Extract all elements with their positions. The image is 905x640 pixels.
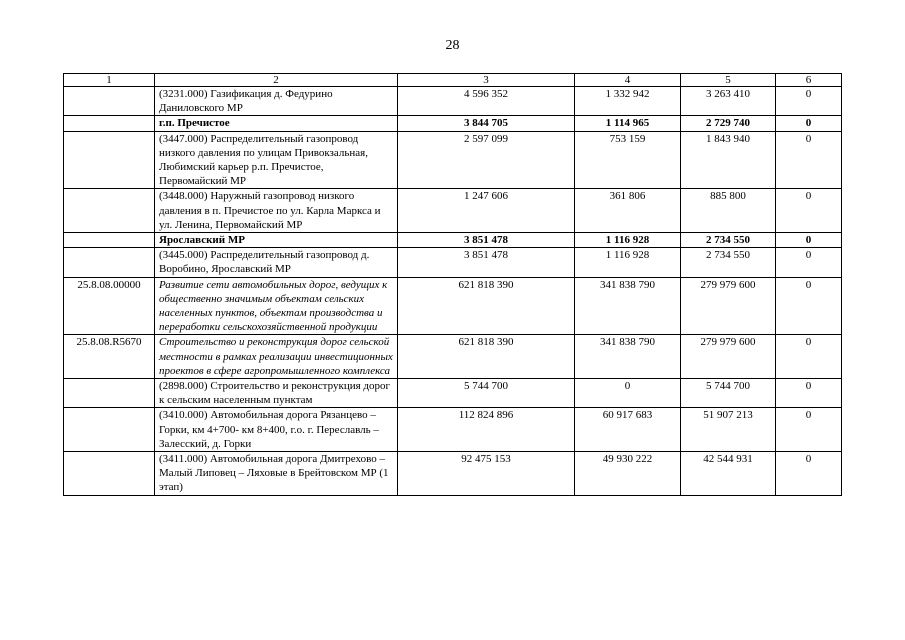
column-header: 6 [776, 74, 842, 87]
amount-cell: 1 116 928 [575, 248, 681, 277]
column-header: 5 [681, 74, 776, 87]
total-cell: 4 596 352 [398, 87, 575, 116]
total-cell: 92 475 153 [398, 452, 575, 496]
amount-cell: 0 [776, 233, 842, 248]
code-cell [64, 379, 155, 408]
amount-cell: 51 907 213 [681, 408, 776, 452]
code-cell [64, 189, 155, 233]
table-row [64, 248, 842, 277]
name-cell: (3410.000) Автомобильная дорога Рязанцево – Горки, км 4+700- км 8+400, г.о. г. Переславль – Залесский, д. Горки [155, 408, 398, 452]
code-cell [64, 233, 155, 248]
amount-cell: 1 114 965 [575, 116, 681, 131]
amount-cell: 1 843 940 [681, 131, 776, 189]
code-cell [64, 408, 155, 452]
amount-cell: 0 [776, 131, 842, 189]
amount-cell: 0 [776, 189, 842, 233]
amount-cell: 60 917 683 [575, 408, 681, 452]
amount-cell: 1 332 942 [575, 87, 681, 116]
amount-cell: 1 116 928 [575, 233, 681, 248]
amount-cell: 2 734 550 [681, 233, 776, 248]
amount-cell: 279 979 600 [681, 335, 776, 379]
amount-cell: 49 930 222 [575, 452, 681, 496]
column-header: 1 [64, 74, 155, 87]
code-cell [64, 452, 155, 496]
total-cell: 112 824 896 [398, 408, 575, 452]
name-cell: (3445.000) Распределительный газопровод д. Воробино, Ярославский МР [155, 248, 398, 277]
name-cell: Развитие сети автомобильных дорог, ведущих к общественно значимым объектам сельских населенных пунктов, объектам производства и переработки сельскохозяйственной продукции [155, 277, 398, 335]
amount-cell: 5 744 700 [681, 379, 776, 408]
column-number-row [64, 74, 842, 87]
code-cell: 25.8.08.R5670 [64, 335, 155, 379]
page-number: 28 [445, 38, 460, 53]
total-cell: 3 851 478 [398, 248, 575, 277]
total-cell: 621 818 390 [398, 335, 575, 379]
amount-cell: 2 729 740 [681, 116, 776, 131]
amount-cell: 279 979 600 [681, 277, 776, 335]
amount-cell: 0 [776, 408, 842, 452]
amount-cell: 2 734 550 [681, 248, 776, 277]
name-cell: Строительство и реконструкция дорог сельской местности в рамках реализации инвестиционных проектов в сфере агропромышленного комплекса [155, 335, 398, 379]
code-cell [64, 248, 155, 277]
table-row [64, 408, 842, 452]
amount-cell: 0 [776, 248, 842, 277]
name-cell: (3448.000) Наружный газопровод низкого давления в п. Пречистое по ул. Карла Маркса и ул. Ленина, Первомайский МР [155, 189, 398, 233]
amount-cell: 361 806 [575, 189, 681, 233]
amount-cell: 0 [575, 379, 681, 408]
table-row [64, 87, 842, 116]
column-header: 3 [398, 74, 575, 87]
table-row [64, 277, 842, 335]
amount-cell: 885 800 [681, 189, 776, 233]
code-cell: 25.8.08.00000 [64, 277, 155, 335]
name-cell: (3231.000) Газификация д. Федурино Даниловского МР [155, 87, 398, 116]
column-header: 2 [155, 74, 398, 87]
table-row [64, 379, 842, 408]
amount-cell: 3 263 410 [681, 87, 776, 116]
name-cell: (3411.000) Автомобильная дорога Дмитрехово – Малый Липовец – Ляховые в Брейтовском МР (1 этап) [155, 452, 398, 496]
amount-cell: 753 159 [575, 131, 681, 189]
amount-cell: 0 [776, 87, 842, 116]
name-cell: Ярославский МР [155, 233, 398, 248]
amount-cell: 341 838 790 [575, 335, 681, 379]
name-cell: (2898.000) Строительство и реконструкция дорог к сельским населенным пунктам [155, 379, 398, 408]
code-cell [64, 116, 155, 131]
table-row [64, 335, 842, 379]
total-cell: 3 851 478 [398, 233, 575, 248]
amount-cell: 341 838 790 [575, 277, 681, 335]
table-row [64, 233, 842, 248]
column-header: 4 [575, 74, 681, 87]
amount-cell: 0 [776, 379, 842, 408]
name-cell: г.п. Пречистое [155, 116, 398, 131]
amount-cell: 0 [776, 452, 842, 496]
total-cell: 5 744 700 [398, 379, 575, 408]
amount-cell: 42 544 931 [681, 452, 776, 496]
amount-cell: 0 [776, 116, 842, 131]
table-row [64, 189, 842, 233]
table-row [64, 452, 842, 496]
amount-cell: 0 [776, 335, 842, 379]
code-cell [64, 131, 155, 189]
total-cell: 3 844 705 [398, 116, 575, 131]
amount-cell: 0 [776, 277, 842, 335]
total-cell: 2 597 099 [398, 131, 575, 189]
budget-table [63, 73, 842, 496]
table-row [64, 131, 842, 189]
code-cell [64, 87, 155, 116]
table-row [64, 116, 842, 131]
name-cell: (3447.000) Распределительный газопровод низкого давления по улицам Привокзальная, Любимский карьер р.п. Пречистое, Первомайский МР [155, 131, 398, 189]
total-cell: 621 818 390 [398, 277, 575, 335]
total-cell: 1 247 606 [398, 189, 575, 233]
